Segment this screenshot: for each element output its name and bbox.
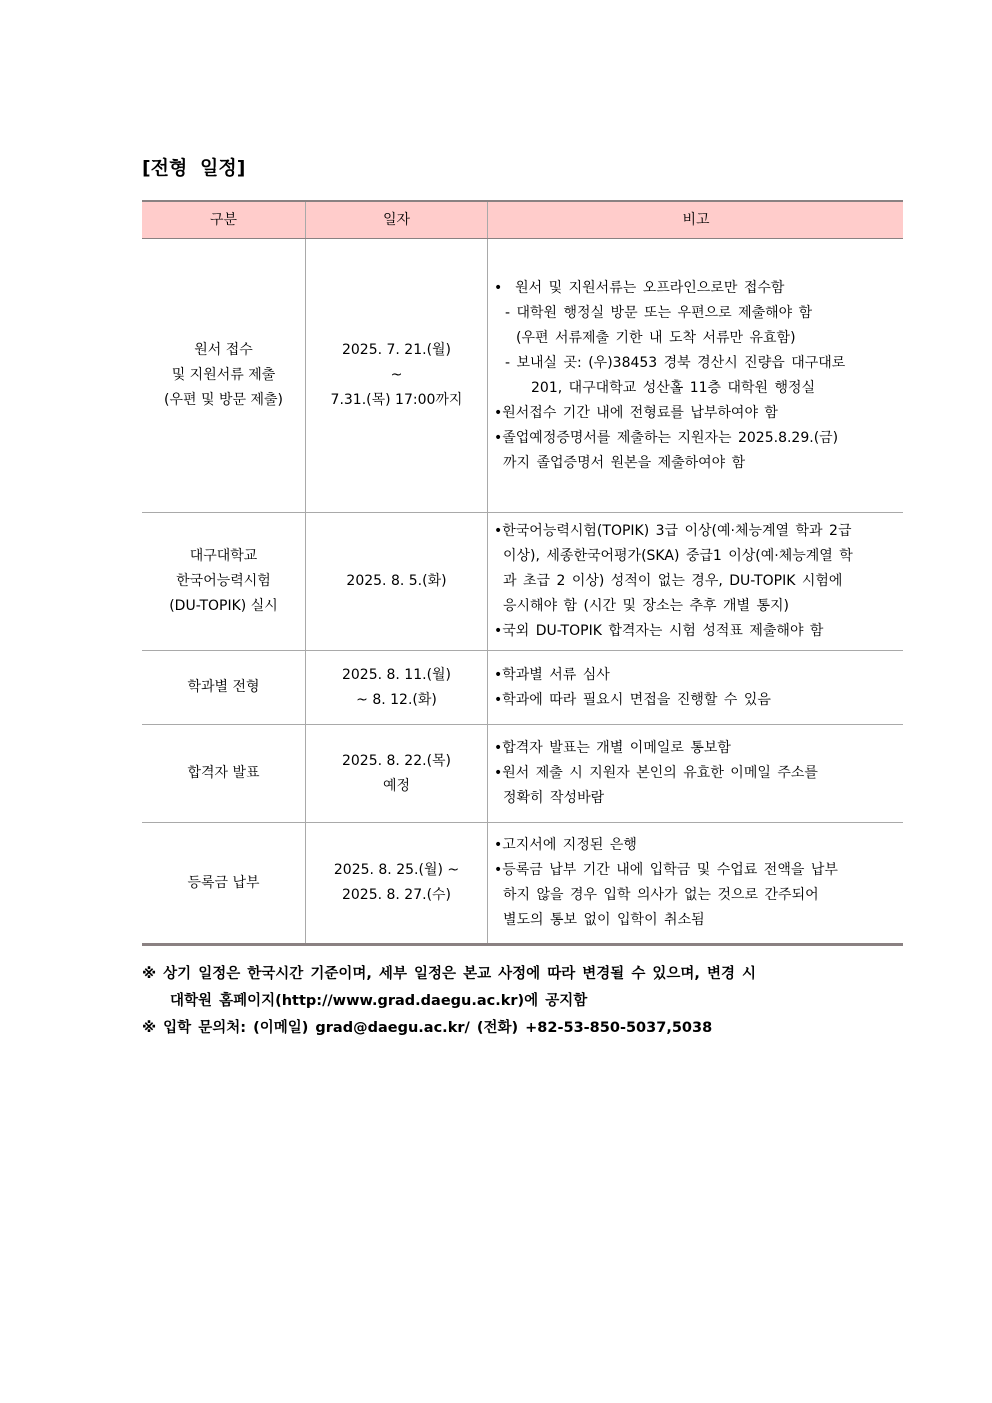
note-line: •등록금 납부 기간 내에 입학금 및 수업료 전액을 납부 — [494, 862, 838, 878]
document-content — [142, 156, 903, 1042]
table-row — [142, 822, 903, 943]
category-line: 및 지원서류 제출 — [171, 367, 276, 383]
footer-note-line: 대학원 홈페이지(http://www.grad.daegu.ac.kr)에 공지함 — [170, 993, 588, 1009]
category-line: (DU-TOPIK) 실시 — [169, 598, 278, 614]
note-line: 이상), 세종한국어평가(SKA) 중급1 이상(예·체능계열 학 — [503, 548, 853, 564]
table-row — [142, 512, 903, 650]
notes-cell — [488, 823, 903, 943]
table-row — [142, 239, 903, 512]
note-line: •학과에 따라 필요시 면접을 진행할 수 있음 — [494, 691, 771, 708]
note-line: •국외 DU-TOPIK 합격자는 시험 성적표 제출해야 함 — [494, 623, 824, 639]
note-line: 정확히 작성바람 — [503, 790, 605, 806]
date-cell — [305, 823, 488, 943]
notes-cell — [488, 513, 903, 650]
note-line: - 대학원 행정실 방문 또는 우편으로 제출해야 함 — [505, 304, 813, 321]
note-line: •졸업예정증명서를 제출하는 지원자는 2025.8.29.(금) — [494, 429, 839, 446]
note-line: 응시해야 함 (시간 및 장소는 추후 개별 통지) — [503, 598, 789, 614]
date-line: 2025. 8. 25.(월) ~ — [333, 862, 460, 878]
table-row — [142, 650, 903, 724]
table-row — [142, 724, 903, 822]
note-line: •원서접수 기간 내에 전형료를 납부하여야 함 — [494, 404, 778, 421]
footer-notes — [142, 961, 903, 1042]
date-cell — [305, 513, 488, 650]
date-line: ~ 8. 12.(화) — [356, 691, 437, 708]
note-line: •학과별 서류 심사 — [494, 666, 610, 683]
category-line: 등록금 납부 — [187, 874, 260, 891]
note-line: 별도의 통보 없이 입학이 취소됨 — [503, 912, 705, 928]
note-line: •원서 제출 시 지원자 본인의 유효한 이메일 주소를 — [494, 765, 818, 781]
note-line: 과 초급 2 이상) 성적이 없는 경우, DU-TOPIK 시험에 — [503, 573, 843, 589]
category-line: 학과별 전형 — [187, 679, 260, 695]
note-line: 하지 않을 경우 입학 의사가 없는 것으로 간주되어 — [503, 887, 819, 903]
column-header-notes: 비고 — [682, 211, 710, 228]
note-line: - 보내실 곳: (우)38453 경북 경산시 진량읍 대구대로 — [505, 354, 846, 371]
note-line: 까지 졸업증명서 원본을 제출하여야 함 — [503, 454, 746, 471]
column-header-date: 일자 — [305, 202, 488, 238]
notes-cell — [488, 725, 903, 822]
footer-note-line: ※ 상기 일정은 한국시간 기준이며, 세부 일정은 본교 사정에 따라 변경될 수 있으며, 변경 시 — [142, 966, 757, 982]
category-cell — [142, 651, 305, 724]
notes-cell — [488, 651, 903, 724]
category-line: 대구대학교 — [189, 548, 258, 564]
date-line: 2025. 7. 21.(월) — [341, 342, 452, 358]
date-line: 2025. 8. 27.(수) — [341, 887, 452, 903]
notes-cell — [488, 239, 903, 512]
date-line: ~ — [390, 367, 403, 383]
schedule-table — [142, 200, 903, 946]
category-cell — [142, 239, 305, 512]
column-header-category: 구분 — [209, 211, 238, 228]
table-header-row — [142, 202, 903, 239]
category-line: 합격자 발표 — [187, 765, 260, 781]
note-line: •한국어능력시험(TOPIK) 3급 이상(예·체능계열 학과 2급 — [494, 523, 852, 539]
date-cell — [305, 239, 488, 512]
footer-note-line: ※ 입학 문의처: (이메일) grad@daegu.ac.kr/ (전화) +82-53-850-5037,5038 — [142, 1020, 713, 1036]
date-line: 2025. 8. 5.(화) — [346, 573, 447, 589]
category-cell — [142, 823, 305, 943]
date-line: 예정 — [382, 777, 411, 794]
page-title: [전형 일정] — [142, 157, 246, 179]
date-line: 2025. 8. 11.(월) — [341, 666, 452, 683]
note-line: •고지서에 지정된 은행 — [494, 837, 637, 853]
category-line: (우편 및 방문 제출) — [164, 392, 283, 408]
table-body — [142, 239, 903, 943]
note-line: (우편 서류제출 기한 내 도착 서류만 유효함) — [516, 329, 796, 346]
category-line: 한국어능력시험 — [176, 573, 271, 589]
category-cell — [142, 725, 305, 822]
category-line: 원서 접수 — [194, 342, 253, 358]
note-line: • 원서 및 지원서류는 오프라인으로만 접수함 — [494, 279, 785, 296]
date-cell — [305, 725, 488, 822]
date-line: 7.31.(목) 17:00까지 — [330, 392, 463, 408]
note-line: 201, 대구대학교 성산홀 11층 대학원 행정실 — [531, 379, 816, 396]
category-cell — [142, 513, 305, 650]
date-line: 2025. 8. 22.(목) — [341, 752, 452, 769]
note-line: •합격자 발표는 개별 이메일로 통보함 — [494, 740, 731, 756]
date-cell — [305, 651, 488, 724]
